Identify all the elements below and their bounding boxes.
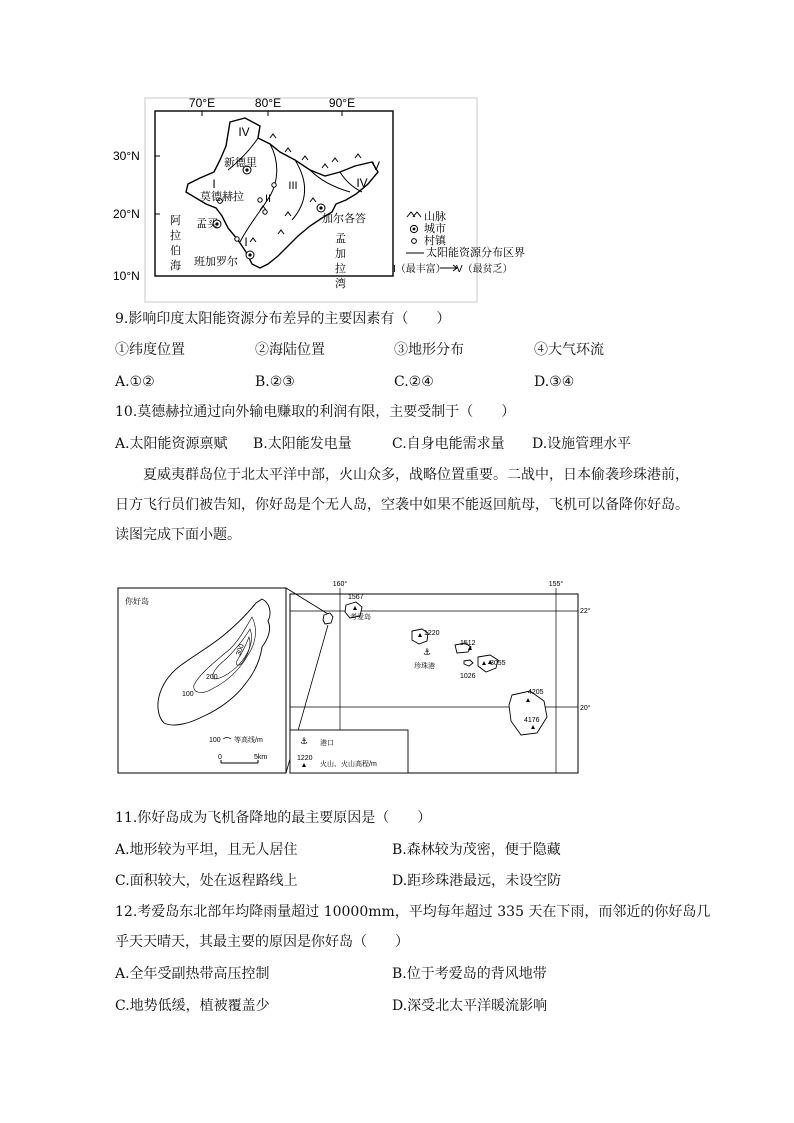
city-legend-icon: [413, 228, 416, 231]
q11-choice-c[interactable]: C.面积较大，处在返程路线上: [115, 873, 298, 889]
india-solar-map: [110, 92, 525, 304]
zone-label: II: [264, 193, 272, 205]
zone-label: I: [244, 235, 248, 249]
lat-label: 22°: [580, 608, 591, 615]
elevation-label: 1026: [460, 673, 476, 680]
q9-choice-a[interactable]: A.①②: [115, 374, 155, 390]
hawaii-islands: [323, 602, 547, 735]
contour-label: 100: [182, 691, 194, 698]
lon-label: 80°E: [254, 96, 282, 110]
q10-choice-a[interactable]: A.太阳能资源禀赋: [115, 436, 228, 452]
mountain-legend-icon: [407, 212, 421, 217]
q9-choice-d[interactable]: D.③④: [534, 374, 575, 390]
zone-label: IV: [238, 125, 250, 139]
legend-anchor-icon: ⚓: [300, 736, 309, 746]
city-name-kolkata: 加尔各答: [322, 213, 366, 225]
bay-label: 加: [335, 248, 346, 260]
town-legend-icon: [412, 239, 417, 244]
elevation-label: 1567: [348, 594, 364, 601]
city-name-modhera: 莫德赫拉: [200, 191, 244, 203]
zone-label: IV: [356, 176, 368, 190]
q11-choice-d[interactable]: D.距珍珠港最远，未设空防: [392, 873, 562, 889]
elevation-label: 1512: [460, 640, 476, 647]
question-11-stem: 11.你好岛成为飞机备降地的最主要原因是（ ）: [115, 810, 432, 826]
question-10-stem: 10.莫德赫拉通过向外输电赚取的利润有限，主要受制于（ ）: [115, 404, 516, 420]
passage-line: 日方飞行员们被告知，你好岛是个无人岛，空袭中如果不能返回航母，飞机可以备降你好岛。: [115, 497, 689, 513]
q9-choice-c[interactable]: C.②④: [394, 374, 434, 390]
niihau-small: [323, 613, 333, 624]
elevation-label: 3055: [490, 660, 506, 667]
inset-title: 你好岛: [125, 597, 149, 606]
mountain-symbols: [250, 134, 361, 242]
lat-label: 10°N: [113, 269, 140, 283]
sea-label: 伯: [170, 245, 181, 257]
contour-200: [213, 629, 252, 679]
q9-option: ①纬度位置: [115, 342, 185, 358]
lat-label: 20°: [580, 705, 591, 712]
passage-line: 夏威夷群岛位于北太平洋中部，火山众多，战略位置重要。二战中，日本偷袭珍珠港前，: [143, 467, 689, 483]
legend-volcano-value: 1220: [297, 755, 313, 762]
legend-port: 港口: [320, 740, 334, 747]
passage-line: 读图完成下面小题。: [115, 527, 241, 543]
lat-label: 30°N: [113, 149, 140, 163]
legend-mountain: 山脉: [424, 211, 446, 223]
legend-range-left: I（最丰富）: [393, 264, 446, 275]
city-name-bangalore: 班加罗尔: [194, 256, 238, 268]
bay-label: 拉: [335, 263, 346, 275]
bay-label: 孟: [335, 233, 346, 245]
hawaii-big-island: [509, 691, 547, 735]
q12-choice-c[interactable]: C.地势低缓，植被覆盖少: [115, 998, 270, 1014]
question-12-stem-cont: 乎天天晴天，其最主要的原因是你好岛（ ）: [115, 934, 409, 950]
legend-range-right: V（最贫乏）: [456, 264, 513, 275]
q11-choice-a[interactable]: A.地形较为平坦，且无人居住: [115, 842, 298, 858]
kauai-label: 考爱岛: [350, 614, 371, 621]
hawaii-map: [112, 577, 591, 777]
zone-label: III: [288, 180, 298, 192]
city-markers: [213, 166, 325, 259]
niihau-island-outline: [158, 599, 270, 725]
volcano-markers: [353, 606, 535, 729]
bay-label: 湾: [335, 278, 346, 290]
legend-volcano: 火山、火山高程/m: [320, 761, 377, 768]
contour-legend-icon: [223, 738, 231, 740]
q10-choice-d[interactable]: D.设施管理水平: [532, 436, 632, 452]
elevation-label: 4176: [524, 717, 540, 724]
inset-frame: [118, 588, 286, 773]
zone-label: V: [371, 159, 381, 173]
lon-label: 155°: [548, 581, 564, 588]
q12-choice-d[interactable]: D.深受北太平洋暖流影响: [392, 998, 548, 1014]
scale-end: 5km: [254, 754, 268, 761]
lon-label: 70°E: [188, 96, 216, 110]
sea-label: 拉: [170, 230, 181, 242]
connector-line: [286, 588, 328, 614]
q9-option: ④大气环流: [534, 342, 604, 358]
contour-legend-unit: 等高线/m: [234, 737, 263, 744]
contour-label: 300: [235, 643, 246, 657]
q10-choice-b[interactable]: B.太阳能发电量: [253, 436, 352, 452]
legend-boundary: 太阳能资源分布区界: [426, 247, 525, 259]
q9-option: ③地形分布: [394, 342, 464, 358]
city-name-new-delhi: 新德里: [224, 157, 257, 169]
q12-choice-a[interactable]: A.全年受副热带高压控制: [115, 966, 270, 982]
q10-choice-c[interactable]: C.自身电能需求量: [392, 436, 505, 452]
q12-choice-b[interactable]: B.位于考爱岛的背风地带: [392, 966, 547, 982]
pearl-harbor-label: 珍珠港: [414, 663, 435, 670]
zone-label: I: [212, 177, 216, 191]
city-name-mumbai: 孟买: [196, 218, 218, 230]
anchor-icon: ⚓: [423, 647, 432, 657]
lon-label: 90°E: [328, 96, 356, 110]
sea-label: 海: [170, 260, 181, 272]
elevation-label: 4205: [528, 689, 544, 696]
q11-choice-b[interactable]: B.森林较为茂密，便于隐藏: [392, 842, 561, 858]
q9-option: ②海陆位置: [255, 342, 325, 358]
q9-choice-b[interactable]: B.②③: [255, 374, 295, 390]
scale-zero: 0: [218, 754, 222, 761]
legend-town: 村镇: [424, 235, 446, 247]
sea-label: 阿: [170, 215, 181, 227]
lon-label: 160°: [332, 581, 348, 588]
question-9-stem: 9.影响印度太阳能资源分布差异的主要因素有（ ）: [115, 311, 451, 327]
legend-city: 城市: [424, 223, 446, 235]
contour-legend-value: 100: [209, 737, 221, 744]
contour-label: 200: [206, 674, 218, 681]
question-12-stem: 12.考爱岛东北部年均降雨量超过 10000mm，平均每年超过 335 天在下雨，而邻近的你好岛几: [115, 904, 711, 920]
elevation-label: 1220: [424, 630, 440, 637]
lat-label: 20°N: [113, 207, 140, 221]
lanai: [464, 660, 473, 666]
